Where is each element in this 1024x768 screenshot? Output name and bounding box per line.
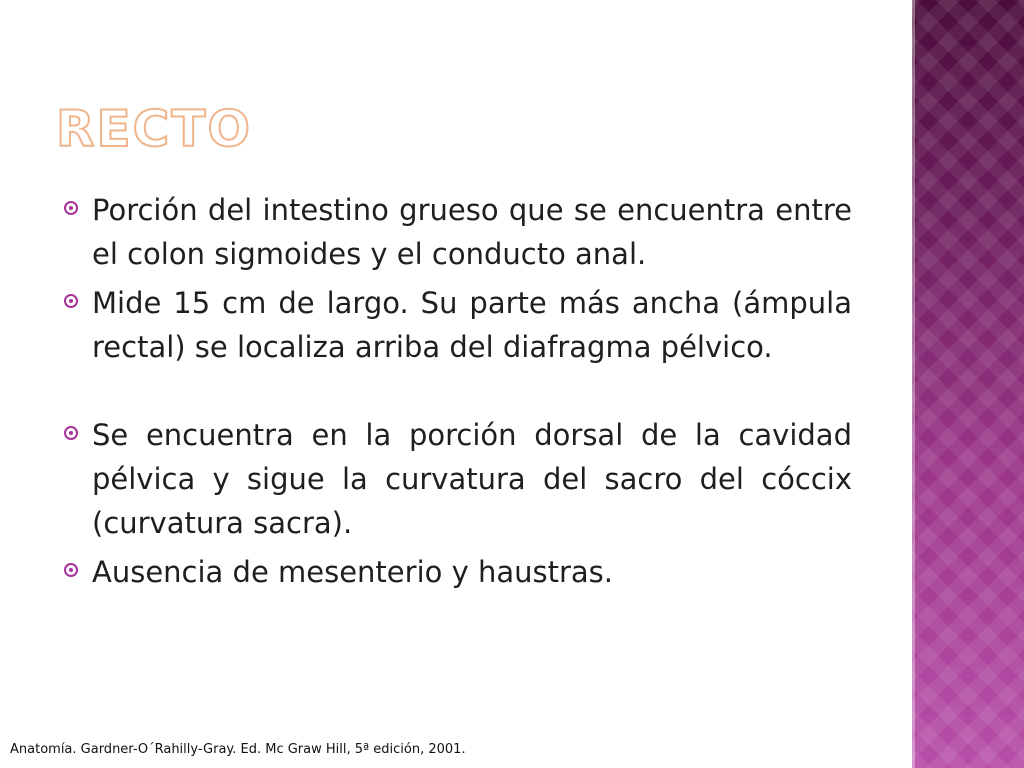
bullet-item: [64, 413, 852, 545]
bullet-list: [64, 188, 852, 599]
bullet-item: [64, 281, 852, 369]
decorative-side-band: [912, 0, 1024, 768]
circle-bullet-icon: [64, 426, 78, 440]
bullet-text: Ausencia de mesenterio y haustras.: [92, 555, 613, 589]
bullet-text: Porción del intestino grueso que se encuentra entre el colon sigmoides y el conducto anal.: [92, 193, 852, 271]
bullet-text: Se encuentra en la porción dorsal de la cavidad pélvica y sigue la curvatura del sacro del cóccix (curvatura sacra).: [92, 418, 852, 540]
bullet-item: [64, 188, 852, 276]
circle-bullet-icon: [64, 201, 78, 215]
bullet-text: Mide 15 cm de largo. Su parte más ancha (ámpula rectal) se localiza arriba del diafragma pélvico.: [92, 286, 852, 364]
circle-bullet-icon: [64, 294, 78, 308]
circle-bullet-icon: [64, 563, 78, 577]
source-citation: Anatomía. Gardner-O´Rahilly-Gray. Ed. Mc Graw Hill, 5ª edición, 2001.: [10, 742, 466, 757]
bullet-item: [64, 550, 852, 594]
slide-title: RECTO: [56, 100, 252, 158]
